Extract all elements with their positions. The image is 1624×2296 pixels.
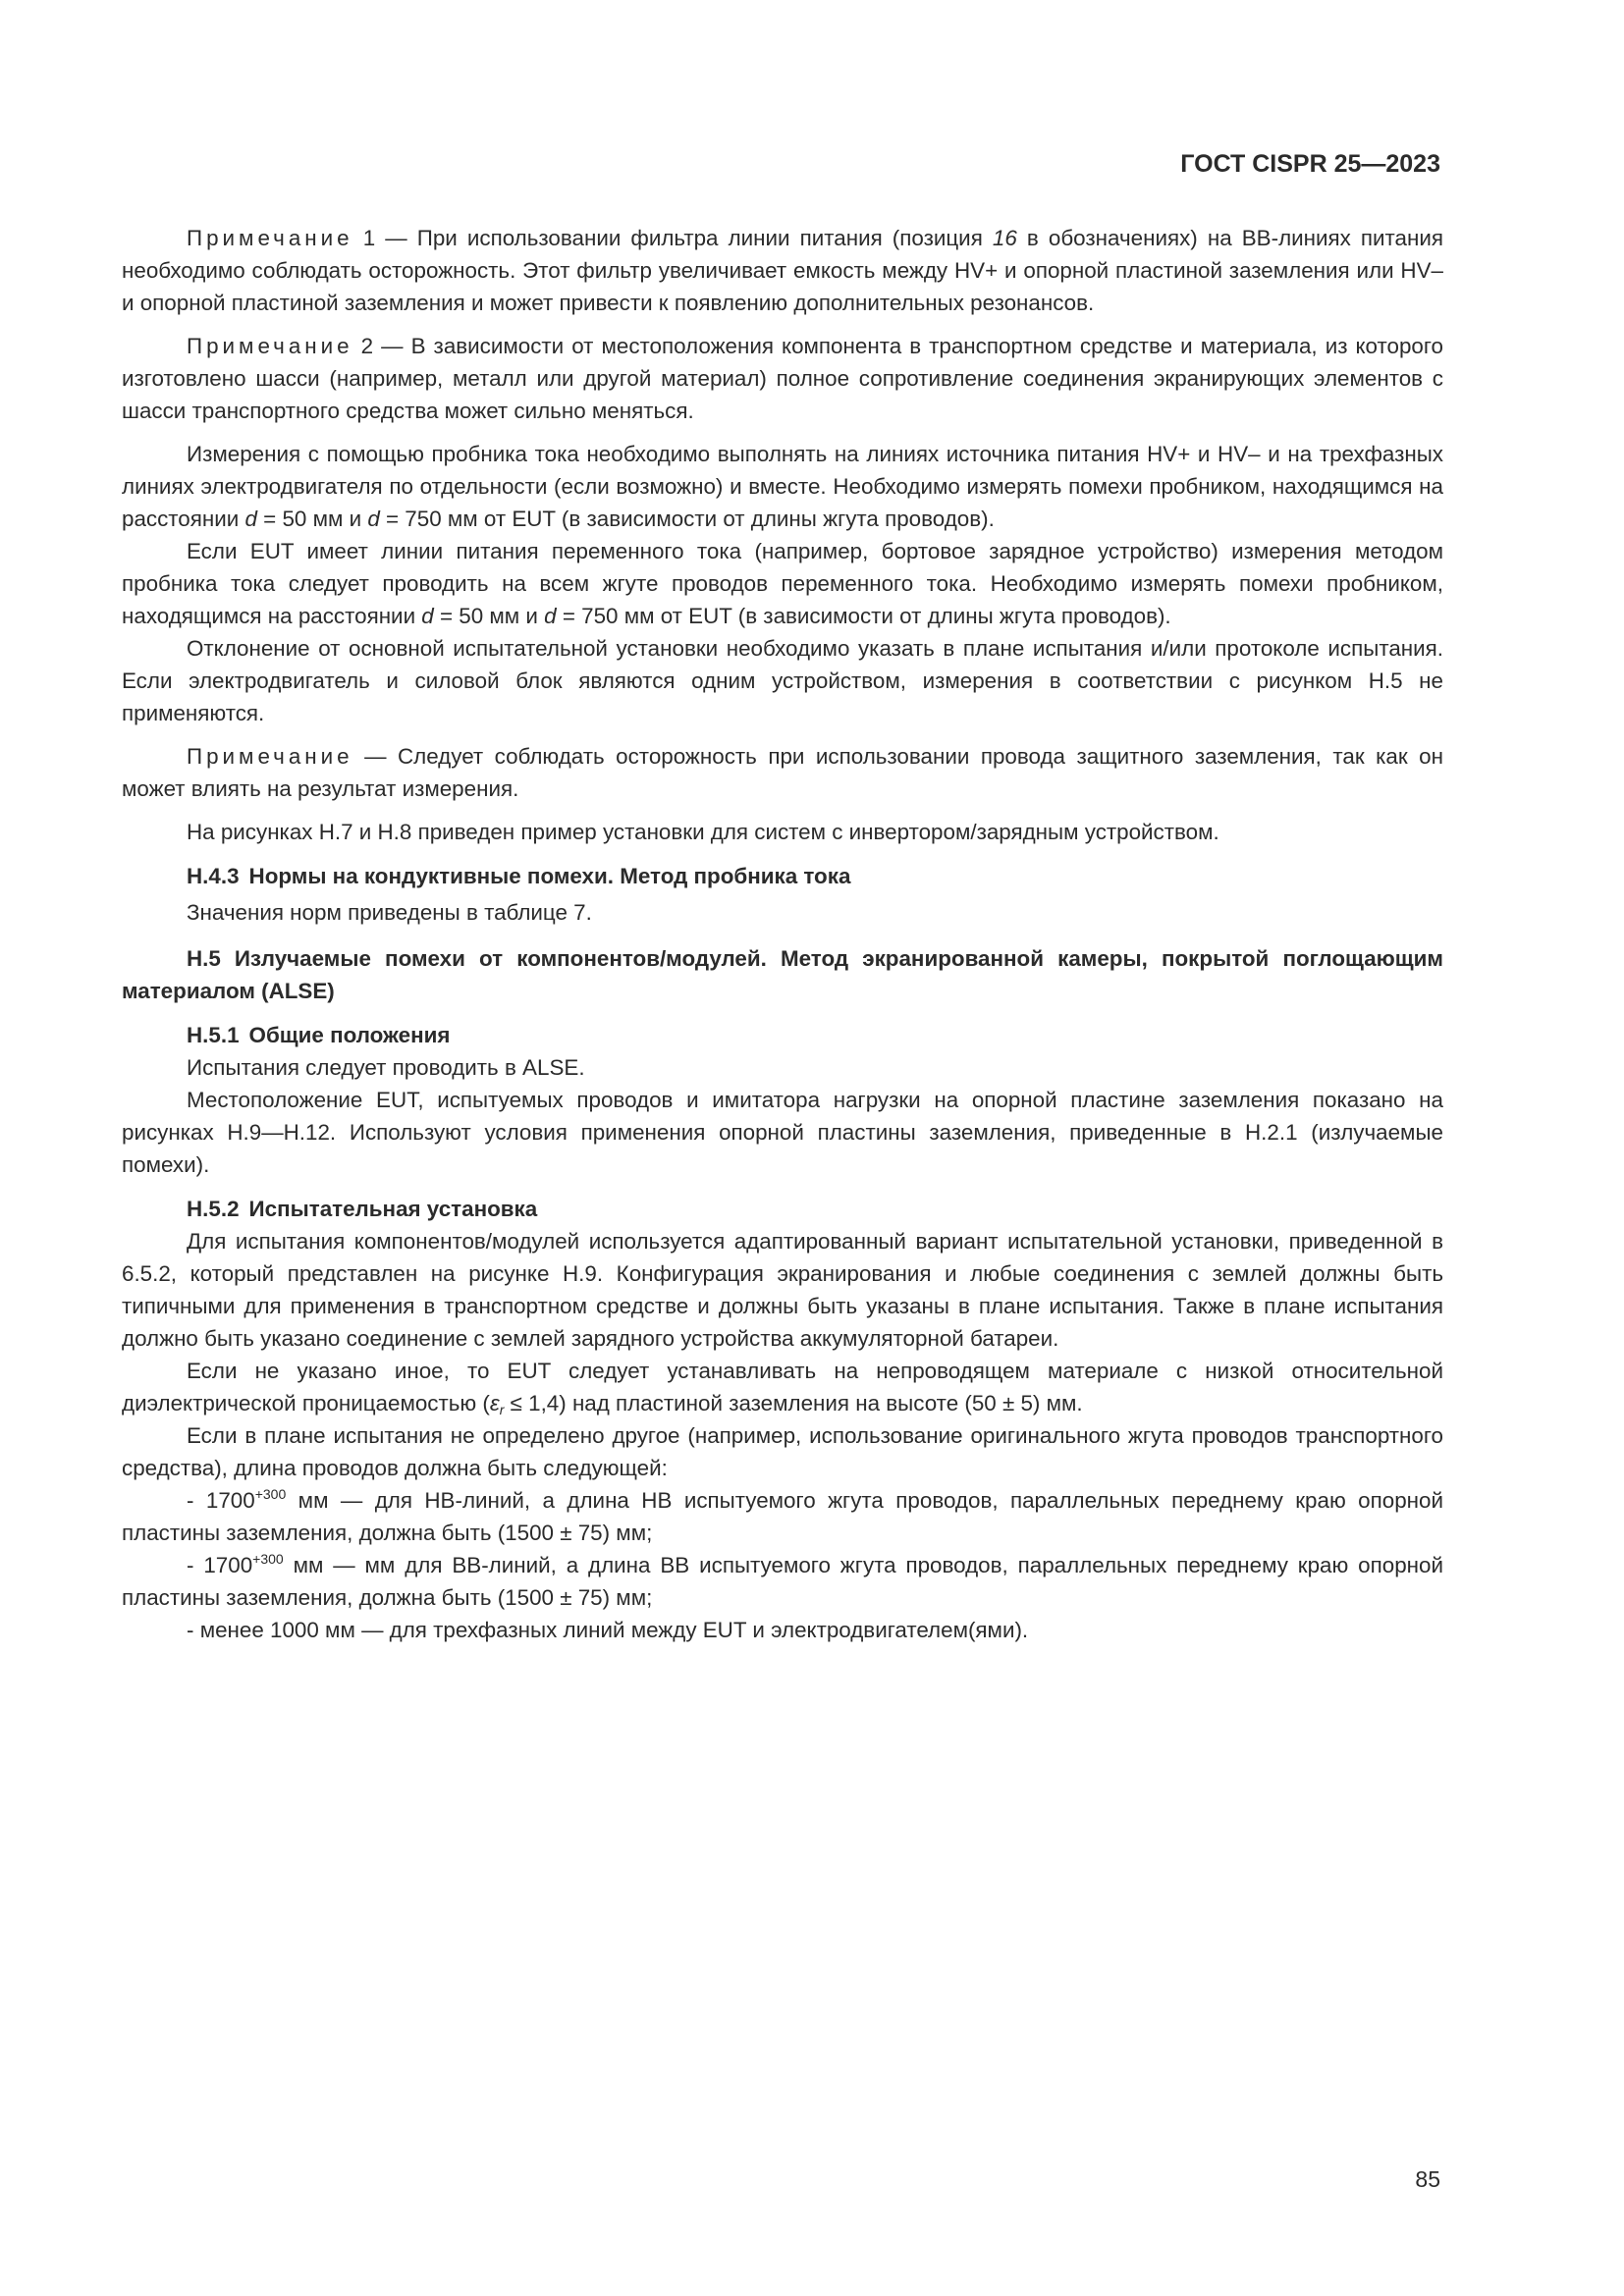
note-2 bbox=[122, 330, 1443, 427]
variable: d bbox=[244, 507, 257, 531]
list-prefix: - 1700 bbox=[187, 1553, 253, 1577]
list-text: мм — мм для ВВ-линий, а длина ВВ испытуемого жгута проводов, параллельных переднему краю опорной пластины заземления, должна быть (1500 ± 75) мм; bbox=[122, 1553, 1443, 1610]
heading-h-4-3 bbox=[122, 860, 1443, 892]
paragraph-norms: Значения норм приведены в таблице 7. bbox=[187, 900, 592, 925]
note-1 bbox=[122, 222, 1443, 319]
note-label: Примечание bbox=[187, 334, 353, 358]
tolerance-superscript: +300 bbox=[254, 1486, 287, 1502]
paragraph-test-setup: Для испытания компонентов/модулей используется адаптированный вариант испытательной установки, приведенной в 6.5.2, который представлен на рисунке H.9. Конфигурация экранирования и любые соединения с землей должны быть типичными для применения в транспортном средстве и должны быть указаны в плане испытания. Также в плане испытания должно быть указано соединение с землей зарядного устройства аккумуляторной батареи. bbox=[122, 1229, 1443, 1351]
text: ≤ 1,4) над пластиной заземления на высоте (50 ± 5) мм. bbox=[504, 1391, 1083, 1415]
heading-h-5-1 bbox=[122, 1019, 1443, 1051]
note-number: 2 — bbox=[352, 334, 411, 358]
text: Если не указано иное, то EUT следует устанавливать на непроводящем материале с низкой относительной диэлектрической проницаемостью ( bbox=[122, 1359, 1443, 1415]
epsilon-subscript: r bbox=[499, 1402, 505, 1417]
tolerance-superscript: +300 bbox=[252, 1551, 284, 1567]
epsilon-symbol: ε bbox=[489, 1391, 500, 1415]
note-label: Примечание bbox=[187, 744, 353, 769]
paragraph-current-probe bbox=[122, 438, 1443, 535]
note-text: При использовании фильтра линии питания (позиция bbox=[416, 226, 993, 250]
text: Если EUT имеет линии питания переменного тока (например, бортовое зарядное устройство) измерения методом пробника тока следует проводить на всем жгуте проводов переменного тока. Необходимо измерять помехи пробником, находящимся на расстоянии bbox=[122, 539, 1443, 628]
list-prefix: - 1700 bbox=[187, 1488, 255, 1513]
text: Измерения с помощью пробника тока необходимо выполнять на линиях источника питания HV+ и HV– и на трехфазных линиях электродвигателя по отдельности (если возможно) и вместе. Необходимо измерять помехи пробником, находящимся на расстоянии bbox=[122, 442, 1443, 531]
paragraph-eut-placement bbox=[122, 1355, 1443, 1419]
list-prefix: - bbox=[187, 1618, 200, 1642]
list-item bbox=[122, 1614, 1443, 1646]
text: = 750 мм от EUT (в зависимости от длины жгута проводов). bbox=[556, 604, 1171, 628]
list-item bbox=[122, 1549, 1443, 1614]
note-text: Следует соблюдать осторожность при использовании провода защитного заземления, так как он может влиять на результат измерения. bbox=[122, 744, 1443, 801]
variable: d bbox=[544, 604, 557, 628]
page-content bbox=[122, 222, 1443, 1646]
note-dash: — bbox=[352, 744, 398, 769]
variable: d bbox=[421, 604, 434, 628]
heading-number: H.5 bbox=[187, 946, 221, 971]
heading-title: Нормы на кондуктивные помехи. Метод пробника тока bbox=[248, 864, 851, 888]
heading-number: H.5.2 bbox=[187, 1197, 240, 1221]
heading-number: H.4.3 bbox=[187, 864, 240, 888]
note-label: Примечание bbox=[187, 226, 353, 250]
page-number: 85 bbox=[1415, 2166, 1440, 2192]
note-ref: 16 bbox=[992, 226, 1017, 250]
paragraph-alse: Испытания следует проводить в ALSE. bbox=[187, 1055, 585, 1080]
paragraph-eut-location: Местоположение EUT, испытуемых проводов и имитатора нагрузки на опорной пластине заземления показано на рисунках H.9—H.12. Используют условия применения опорной пластины заземления, приведенные в H.2.1 (излучаемые помехи). bbox=[122, 1088, 1443, 1177]
text: = 750 мм от EUT (в зависимости от длины жгута проводов). bbox=[379, 507, 995, 531]
list-text: менее 1000 мм — для трехфазных линий между EUT и электродвигателем(ями). bbox=[199, 1618, 1029, 1642]
document-header: ГОСТ CISPR 25—2023 bbox=[1180, 150, 1440, 178]
note-3 bbox=[122, 740, 1443, 805]
heading-h-5 bbox=[122, 942, 1443, 1007]
list-text: мм — для НВ-линий, а длина НВ испытуемого жгута проводов, параллельных переднему краю опорной пластины заземления, должна быть (1500 ± 75) мм; bbox=[122, 1488, 1443, 1545]
heading-title: Общие положения bbox=[248, 1023, 451, 1047]
paragraph-wire-length: Если в плане испытания не определено другое (например, использование оригинального жгута проводов транспортного средства), длина проводов должна быть следующей: bbox=[122, 1423, 1443, 1480]
text: = 50 мм и bbox=[256, 507, 368, 531]
paragraph-deviation: Отклонение от основной испытательной установки необходимо указать в плане испытания и/или протоколе испытания. Если электродвигатель и силовой блок являются одним устройством, измерения в соответствии с рисунком H.5 не применяются. bbox=[122, 636, 1443, 725]
note-text: В зависимости от местоположения компонента в транспортном средстве и материала, из которого изготовлено шасси (например, металл или другой материал) полное сопротивление соединения экранирующих элементов с шасси транспортного средства может сильно меняться. bbox=[122, 334, 1443, 423]
paragraph-ac-lines bbox=[122, 535, 1443, 632]
heading-title: Излучаемые помехи от компонентов/модулей. Метод экранированной камеры, покрытой поглощающим материалом (ALSE) bbox=[122, 946, 1443, 1003]
heading-title: Испытательная установка bbox=[248, 1197, 538, 1221]
heading-number: H.5.1 bbox=[187, 1023, 240, 1047]
note-text: в обозначениях) на ВВ-линиях питания необходимо соблюдать осторожность. Этот фильтр увеличивает емкость между HV+ и опорной пластиной заземления или HV– и опорной пластиной заземления и может привести к появлению дополнительных резонансов. bbox=[122, 226, 1444, 315]
note-number: 1 — bbox=[352, 226, 417, 250]
list-item bbox=[122, 1484, 1443, 1549]
text: = 50 мм и bbox=[433, 604, 545, 628]
paragraph-figures: На рисунках H.7 и H.8 приведен пример установки для систем с инвертором/зарядным устройством. bbox=[187, 820, 1219, 844]
heading-h-5-2 bbox=[122, 1193, 1443, 1225]
variable: d bbox=[367, 507, 380, 531]
